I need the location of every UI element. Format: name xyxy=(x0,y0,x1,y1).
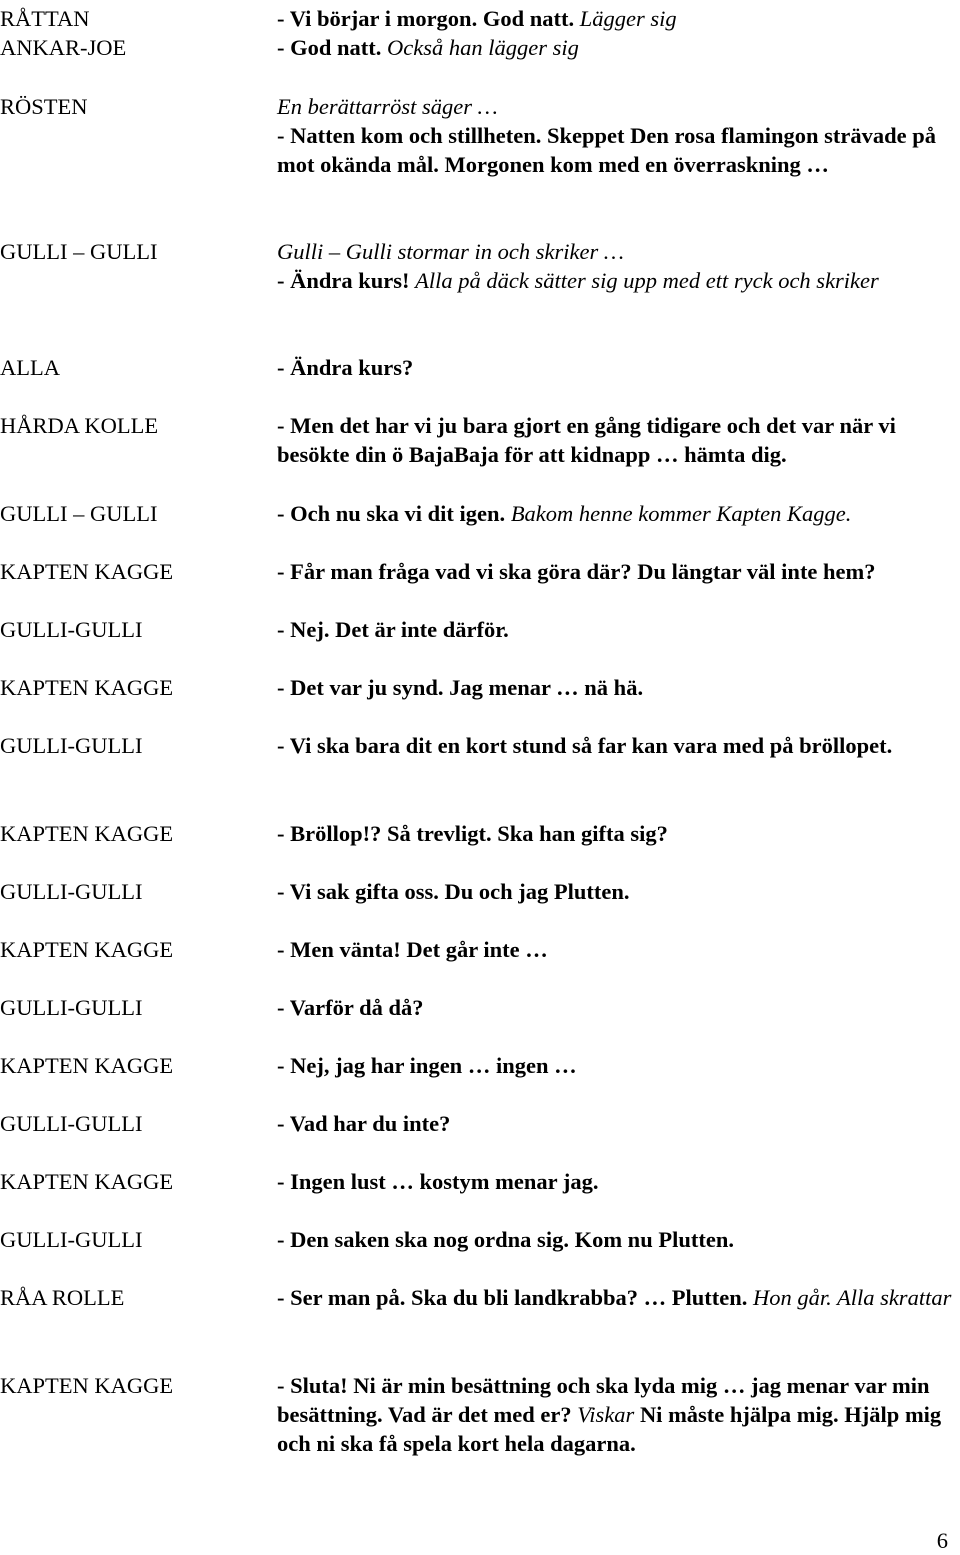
dialogue-line xyxy=(277,1051,957,1080)
spoken-text: - Den saken ska nog ordna sig. Kom nu Plutten. xyxy=(277,1227,734,1252)
stage-direction: Gulli – Gulli stormar in och skriker … xyxy=(277,239,624,264)
dialogue-line xyxy=(277,1167,957,1196)
spoken-text: - Vi börjar i morgon. God natt. xyxy=(277,6,580,31)
speaker-name: KAPTEN KAGGE xyxy=(0,1169,174,1194)
dialogue-line xyxy=(277,353,957,382)
stage-direction: Alla på däck sätter sig upp med ett ryck och skriker xyxy=(415,268,879,293)
spoken-text: - Ändra kurs! xyxy=(277,268,416,293)
dialogue-line xyxy=(277,557,957,586)
stage-direction: Också han lägger sig xyxy=(387,35,579,60)
speaker-name: RÖSTEN xyxy=(0,94,88,119)
spoken-text: - Det var ju synd. Jag menar … nä hä. xyxy=(277,675,644,700)
speaker-name: GULLI – GULLI xyxy=(0,239,158,264)
spoken-text: - God natt. xyxy=(277,35,388,60)
stage-direction: Lägger sig xyxy=(579,6,677,31)
dialogue-line xyxy=(277,1283,957,1312)
speaker-name: GULLI-GULLI xyxy=(0,733,143,758)
dialogue-line xyxy=(277,673,957,702)
speaker-name: KAPTEN KAGGE xyxy=(0,821,174,846)
speaker-name: GULLI-GULLI xyxy=(0,995,143,1020)
page-number: 6 xyxy=(936,1528,948,1553)
dialogue-line xyxy=(277,731,957,760)
spoken-text: Ni måste hjälpa mig. Hjälp mig och ni ska få spela kort hela dagarna. xyxy=(277,1402,947,1456)
dialogue-line xyxy=(277,92,957,179)
speaker-name: KAPTEN KAGGE xyxy=(0,1053,174,1078)
dialogue-line xyxy=(277,877,957,906)
spoken-text: - Ser man på. Ska du bli landkrabba? … Plutten. xyxy=(277,1285,753,1310)
spoken-text: - Får man fråga vad vi ska göra där? Du längtar väl inte hem? xyxy=(277,559,876,584)
speaker-name: KAPTEN KAGGE xyxy=(0,937,174,962)
spoken-text: - Men det har vi ju bara gjort en gång tidigare och det var när vi besökte din ö BajaBaja för att kidnapp … hämta dig. xyxy=(277,413,902,467)
spoken-text: - Varför då då? xyxy=(277,995,424,1020)
dialogue-line xyxy=(277,1225,957,1254)
speaker-name: KAPTEN KAGGE xyxy=(0,1373,174,1398)
spoken-text: - Ingen lust … kostym menar jag. xyxy=(277,1169,599,1194)
spoken-text: - Nej. Det är inte därför. xyxy=(277,617,509,642)
dialogue-line xyxy=(277,993,957,1022)
spoken-text: - Vi ska bara dit en kort stund så far kan vara med på bröllopet. xyxy=(277,733,893,758)
stage-direction: Viskar xyxy=(577,1402,635,1427)
speaker-name: GULLI-GULLI xyxy=(0,1227,143,1252)
dialogue-line xyxy=(277,411,957,469)
spoken-text: - Men vänta! Det går inte … xyxy=(277,937,548,962)
spoken-text: - Bröllop!? Så trevligt. Ska han gifta sig? xyxy=(277,821,668,846)
spoken-text: - Ändra kurs? xyxy=(277,355,414,380)
dialogue-line xyxy=(277,819,957,848)
dialogue-line xyxy=(277,237,957,295)
speaker-name: GULLI-GULLI xyxy=(0,879,143,904)
speaker-name: HÅRDA KOLLE xyxy=(0,413,159,438)
speaker-name: KAPTEN KAGGE xyxy=(0,675,174,700)
speaker-name: RÅA ROLLE xyxy=(0,1285,125,1310)
stage-direction: Bakom henne kommer Kapten Kagge. xyxy=(510,501,852,526)
stage-direction: En berättarröst säger … xyxy=(277,94,498,119)
speaker-name: GULLI-GULLI xyxy=(0,617,143,642)
spoken-text: - Nej, jag har ingen … ingen … xyxy=(277,1053,577,1078)
dialogue-line xyxy=(277,1371,957,1458)
speaker-name: ALLA xyxy=(0,355,60,380)
speaker-name: KAPTEN KAGGE xyxy=(0,559,174,584)
speaker-name: RÅTTAN ANKAR-JOE xyxy=(0,6,127,60)
spoken-text: - Sluta! Ni är min besättning och ska lyda mig … jag menar var min besättning. Vad är det med er? xyxy=(277,1373,936,1427)
spoken-text: - Vad har du inte? xyxy=(277,1111,451,1136)
spoken-text: - Vi sak gifta oss. Du och jag Plutten. xyxy=(277,879,630,904)
spoken-text: - Och nu ska vi dit igen. xyxy=(277,501,511,526)
dialogue-line xyxy=(277,4,957,62)
speaker-name: GULLI-GULLI xyxy=(0,1111,143,1136)
speaker-name: GULLI – GULLI xyxy=(0,501,158,526)
dialogue-line xyxy=(277,935,957,964)
spoken-text: - Natten kom och stillheten. Skeppet Den rosa flamingon strävade på mot okända mål. Morgonen kom med en överraskning … xyxy=(277,123,942,177)
dialogue-line xyxy=(277,1109,957,1138)
dialogue-line xyxy=(277,615,957,644)
stage-direction: Hon går. Alla skrattar xyxy=(752,1285,952,1310)
dialogue-line xyxy=(277,499,957,528)
